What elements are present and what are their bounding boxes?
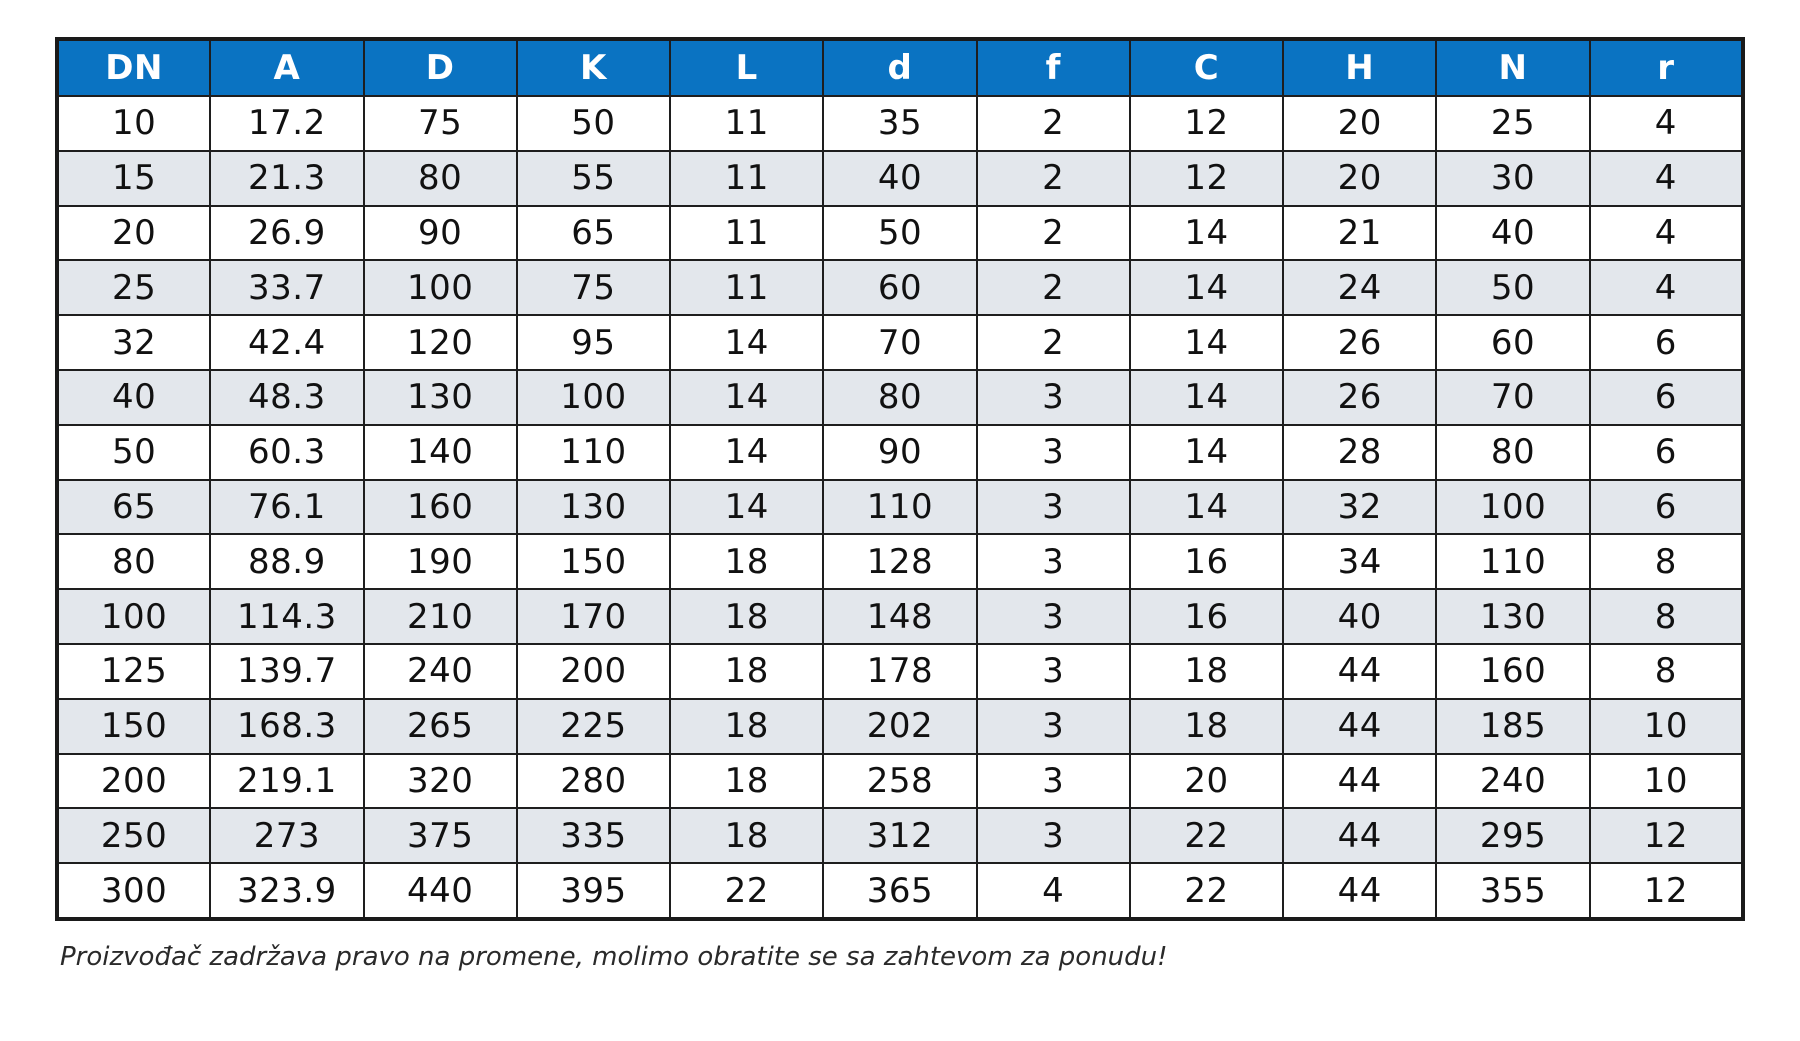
dimensions-table bbox=[55, 37, 1745, 921]
table-cell-A: 273 bbox=[210, 808, 363, 863]
table-cell-N: 295 bbox=[1436, 808, 1589, 863]
table-cell-DN: 20 bbox=[57, 206, 210, 261]
table-cell-f: 3 bbox=[977, 754, 1130, 809]
table-cell-K: 200 bbox=[517, 644, 670, 699]
table-cell-r: 8 bbox=[1590, 644, 1743, 699]
table-cell-L: 14 bbox=[670, 425, 823, 480]
table-cell-f: 2 bbox=[977, 151, 1130, 206]
table-cell-C: 12 bbox=[1130, 96, 1283, 151]
table-cell-C: 14 bbox=[1130, 315, 1283, 370]
table-cell-DN: 150 bbox=[57, 699, 210, 754]
table-cell-r: 6 bbox=[1590, 425, 1743, 480]
table-cell-A: 76.1 bbox=[210, 480, 363, 535]
table-cell-DN: 40 bbox=[57, 370, 210, 425]
table-cell-d: 128 bbox=[823, 534, 976, 589]
table-cell-H: 21 bbox=[1283, 206, 1436, 261]
table-cell-C: 14 bbox=[1130, 260, 1283, 315]
table-cell-N: 25 bbox=[1436, 96, 1589, 151]
table-row bbox=[57, 808, 1743, 863]
table-row bbox=[57, 863, 1743, 919]
table-cell-f: 3 bbox=[977, 370, 1130, 425]
table-cell-D: 210 bbox=[364, 589, 517, 644]
table-cell-L: 18 bbox=[670, 644, 823, 699]
table-cell-A: 139.7 bbox=[210, 644, 363, 699]
table-cell-r: 4 bbox=[1590, 96, 1743, 151]
table-cell-K: 65 bbox=[517, 206, 670, 261]
table-cell-r: 10 bbox=[1590, 699, 1743, 754]
footer-note: Proizvođač zadržava pravo na promene, molimo obratite se sa zahtevom za ponudu! bbox=[60, 942, 1168, 972]
table-cell-A: 60.3 bbox=[210, 425, 363, 480]
table-cell-C: 14 bbox=[1130, 425, 1283, 480]
table-cell-DN: 200 bbox=[57, 754, 210, 809]
table-cell-d: 148 bbox=[823, 589, 976, 644]
table-cell-D: 130 bbox=[364, 370, 517, 425]
table-cell-H: 26 bbox=[1283, 315, 1436, 370]
table-cell-f: 3 bbox=[977, 534, 1130, 589]
table-cell-d: 178 bbox=[823, 644, 976, 699]
table-cell-L: 11 bbox=[670, 260, 823, 315]
table-cell-f: 3 bbox=[977, 808, 1130, 863]
table-row bbox=[57, 644, 1743, 699]
table-cell-K: 225 bbox=[517, 699, 670, 754]
table-cell-C: 14 bbox=[1130, 206, 1283, 261]
table-cell-D: 140 bbox=[364, 425, 517, 480]
table-cell-K: 280 bbox=[517, 754, 670, 809]
table-cell-H: 24 bbox=[1283, 260, 1436, 315]
table-cell-C: 22 bbox=[1130, 863, 1283, 919]
table-row bbox=[57, 589, 1743, 644]
table-cell-L: 22 bbox=[670, 863, 823, 919]
table-cell-A: 21.3 bbox=[210, 151, 363, 206]
table-cell-d: 60 bbox=[823, 260, 976, 315]
table-cell-A: 33.7 bbox=[210, 260, 363, 315]
table-cell-N: 50 bbox=[1436, 260, 1589, 315]
table-cell-A: 88.9 bbox=[210, 534, 363, 589]
table-cell-K: 100 bbox=[517, 370, 670, 425]
table-cell-N: 70 bbox=[1436, 370, 1589, 425]
table-cell-N: 160 bbox=[1436, 644, 1589, 699]
table-cell-r: 12 bbox=[1590, 863, 1743, 919]
table-cell-f: 3 bbox=[977, 699, 1130, 754]
table-header bbox=[57, 39, 1743, 96]
column-header-d: d bbox=[823, 39, 976, 96]
table-cell-D: 190 bbox=[364, 534, 517, 589]
column-header-DN: DN bbox=[57, 39, 210, 96]
table-cell-A: 48.3 bbox=[210, 370, 363, 425]
table-cell-r: 4 bbox=[1590, 260, 1743, 315]
table-cell-H: 20 bbox=[1283, 151, 1436, 206]
table-cell-N: 110 bbox=[1436, 534, 1589, 589]
table-cell-N: 30 bbox=[1436, 151, 1589, 206]
column-header-N: N bbox=[1436, 39, 1589, 96]
table-cell-K: 130 bbox=[517, 480, 670, 535]
table-cell-H: 44 bbox=[1283, 644, 1436, 699]
table-row bbox=[57, 315, 1743, 370]
table-cell-DN: 10 bbox=[57, 96, 210, 151]
table-cell-L: 18 bbox=[670, 589, 823, 644]
table-cell-L: 14 bbox=[670, 315, 823, 370]
table-cell-A: 114.3 bbox=[210, 589, 363, 644]
table-row bbox=[57, 96, 1743, 151]
table-cell-K: 110 bbox=[517, 425, 670, 480]
table-cell-f: 3 bbox=[977, 425, 1130, 480]
table-cell-d: 80 bbox=[823, 370, 976, 425]
table-cell-K: 170 bbox=[517, 589, 670, 644]
table-row bbox=[57, 480, 1743, 535]
table-cell-H: 34 bbox=[1283, 534, 1436, 589]
table-cell-L: 18 bbox=[670, 699, 823, 754]
table-cell-d: 258 bbox=[823, 754, 976, 809]
table-cell-d: 90 bbox=[823, 425, 976, 480]
table-cell-D: 75 bbox=[364, 96, 517, 151]
table-cell-r: 6 bbox=[1590, 315, 1743, 370]
table-row bbox=[57, 151, 1743, 206]
column-header-D: D bbox=[364, 39, 517, 96]
table-cell-C: 22 bbox=[1130, 808, 1283, 863]
table-cell-r: 4 bbox=[1590, 206, 1743, 261]
table-row bbox=[57, 370, 1743, 425]
table-cell-A: 42.4 bbox=[210, 315, 363, 370]
table-cell-C: 12 bbox=[1130, 151, 1283, 206]
table-cell-L: 14 bbox=[670, 480, 823, 535]
table-cell-C: 16 bbox=[1130, 589, 1283, 644]
table-cell-A: 219.1 bbox=[210, 754, 363, 809]
table-cell-L: 18 bbox=[670, 754, 823, 809]
table-cell-H: 44 bbox=[1283, 754, 1436, 809]
table-cell-A: 168.3 bbox=[210, 699, 363, 754]
table-cell-A: 323.9 bbox=[210, 863, 363, 919]
table-cell-d: 40 bbox=[823, 151, 976, 206]
table-cell-D: 100 bbox=[364, 260, 517, 315]
table-cell-H: 44 bbox=[1283, 808, 1436, 863]
table-cell-D: 265 bbox=[364, 699, 517, 754]
table-cell-H: 44 bbox=[1283, 699, 1436, 754]
table-cell-D: 160 bbox=[364, 480, 517, 535]
table-cell-D: 320 bbox=[364, 754, 517, 809]
table-cell-L: 11 bbox=[670, 96, 823, 151]
table-cell-d: 70 bbox=[823, 315, 976, 370]
table-cell-H: 20 bbox=[1283, 96, 1436, 151]
table-cell-DN: 250 bbox=[57, 808, 210, 863]
table-cell-D: 120 bbox=[364, 315, 517, 370]
table-cell-H: 26 bbox=[1283, 370, 1436, 425]
table-cell-d: 312 bbox=[823, 808, 976, 863]
table-cell-N: 100 bbox=[1436, 480, 1589, 535]
table-cell-r: 4 bbox=[1590, 151, 1743, 206]
table-cell-f: 2 bbox=[977, 260, 1130, 315]
table-cell-r: 8 bbox=[1590, 589, 1743, 644]
table-cell-D: 440 bbox=[364, 863, 517, 919]
table-cell-DN: 50 bbox=[57, 425, 210, 480]
table-cell-D: 90 bbox=[364, 206, 517, 261]
table-row bbox=[57, 534, 1743, 589]
table-cell-d: 365 bbox=[823, 863, 976, 919]
table-cell-f: 2 bbox=[977, 96, 1130, 151]
table-cell-f: 4 bbox=[977, 863, 1130, 919]
table-cell-C: 18 bbox=[1130, 644, 1283, 699]
table-cell-DN: 100 bbox=[57, 589, 210, 644]
table-cell-K: 335 bbox=[517, 808, 670, 863]
table-cell-r: 12 bbox=[1590, 808, 1743, 863]
table-cell-K: 95 bbox=[517, 315, 670, 370]
table-cell-DN: 15 bbox=[57, 151, 210, 206]
table-cell-r: 6 bbox=[1590, 370, 1743, 425]
table-cell-DN: 300 bbox=[57, 863, 210, 919]
table-cell-K: 75 bbox=[517, 260, 670, 315]
table-cell-DN: 65 bbox=[57, 480, 210, 535]
table-cell-N: 60 bbox=[1436, 315, 1589, 370]
table-cell-K: 55 bbox=[517, 151, 670, 206]
table-cell-A: 26.9 bbox=[210, 206, 363, 261]
table-cell-N: 80 bbox=[1436, 425, 1589, 480]
table-cell-K: 150 bbox=[517, 534, 670, 589]
table-cell-N: 240 bbox=[1436, 754, 1589, 809]
header-row bbox=[57, 39, 1743, 96]
table-cell-L: 14 bbox=[670, 370, 823, 425]
table-row bbox=[57, 754, 1743, 809]
table-cell-H: 40 bbox=[1283, 589, 1436, 644]
table-cell-H: 28 bbox=[1283, 425, 1436, 480]
table-cell-f: 3 bbox=[977, 480, 1130, 535]
table-cell-d: 110 bbox=[823, 480, 976, 535]
table-body bbox=[57, 96, 1743, 919]
table-cell-DN: 125 bbox=[57, 644, 210, 699]
table-cell-D: 240 bbox=[364, 644, 517, 699]
table-cell-N: 40 bbox=[1436, 206, 1589, 261]
table-cell-D: 375 bbox=[364, 808, 517, 863]
column-header-r: r bbox=[1590, 39, 1743, 96]
table-row bbox=[57, 260, 1743, 315]
table-cell-C: 14 bbox=[1130, 480, 1283, 535]
table-cell-H: 44 bbox=[1283, 863, 1436, 919]
table-cell-A: 17.2 bbox=[210, 96, 363, 151]
table-cell-L: 18 bbox=[670, 534, 823, 589]
table-cell-L: 11 bbox=[670, 151, 823, 206]
column-header-K: K bbox=[517, 39, 670, 96]
table-row bbox=[57, 206, 1743, 261]
table-cell-f: 3 bbox=[977, 589, 1130, 644]
table-cell-N: 185 bbox=[1436, 699, 1589, 754]
table-cell-DN: 32 bbox=[57, 315, 210, 370]
table-cell-L: 11 bbox=[670, 206, 823, 261]
table-cell-K: 395 bbox=[517, 863, 670, 919]
table-cell-N: 355 bbox=[1436, 863, 1589, 919]
column-header-L: L bbox=[670, 39, 823, 96]
table-cell-d: 35 bbox=[823, 96, 976, 151]
table-cell-d: 50 bbox=[823, 206, 976, 261]
table-cell-L: 18 bbox=[670, 808, 823, 863]
table-cell-f: 2 bbox=[977, 315, 1130, 370]
column-header-H: H bbox=[1283, 39, 1436, 96]
table-cell-C: 14 bbox=[1130, 370, 1283, 425]
column-header-A: A bbox=[210, 39, 363, 96]
table-cell-d: 202 bbox=[823, 699, 976, 754]
table-row bbox=[57, 699, 1743, 754]
table-cell-C: 20 bbox=[1130, 754, 1283, 809]
table-cell-r: 10 bbox=[1590, 754, 1743, 809]
column-header-C: C bbox=[1130, 39, 1283, 96]
table-cell-H: 32 bbox=[1283, 480, 1436, 535]
table-cell-DN: 80 bbox=[57, 534, 210, 589]
table-cell-f: 2 bbox=[977, 206, 1130, 261]
table-cell-K: 50 bbox=[517, 96, 670, 151]
table-cell-D: 80 bbox=[364, 151, 517, 206]
table-cell-C: 18 bbox=[1130, 699, 1283, 754]
table-cell-N: 130 bbox=[1436, 589, 1589, 644]
table-cell-r: 6 bbox=[1590, 480, 1743, 535]
table-cell-C: 16 bbox=[1130, 534, 1283, 589]
table-cell-f: 3 bbox=[977, 644, 1130, 699]
column-header-f: f bbox=[977, 39, 1130, 96]
table-row bbox=[57, 425, 1743, 480]
table-cell-r: 8 bbox=[1590, 534, 1743, 589]
table-cell-DN: 25 bbox=[57, 260, 210, 315]
